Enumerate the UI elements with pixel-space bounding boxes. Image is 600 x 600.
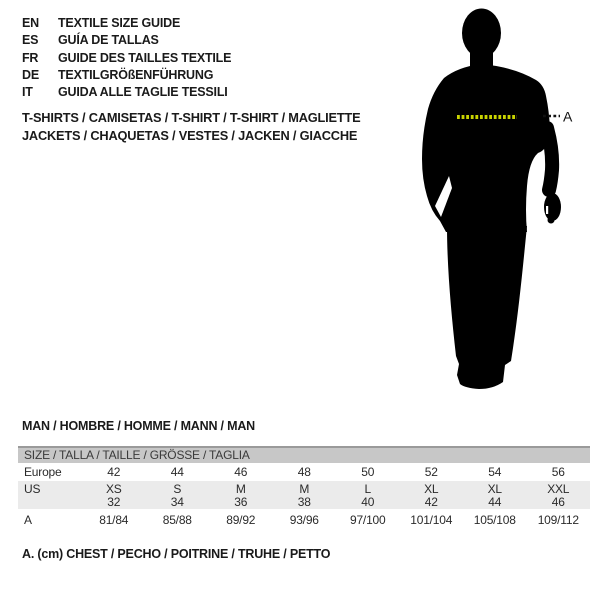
row-label (18, 495, 82, 509)
lang-label: GUIDA ALLE TAGLIE TESSILI (58, 85, 228, 100)
lang-label: TEXTILGRÖßENFÜHRUNG (58, 67, 214, 82)
table-row-chest-cm (18, 509, 590, 529)
size-table (18, 446, 590, 529)
size-cell: 56 (551, 465, 565, 479)
size-cell: 81/84 (99, 513, 129, 527)
lang-code: ES (22, 33, 39, 48)
size-cell: 48 (297, 465, 311, 479)
size-cell: 93/96 (289, 513, 319, 527)
size-cell: S (173, 482, 182, 496)
size-cell: 38 (297, 495, 311, 509)
size-cell: XL (424, 482, 439, 496)
table-row-us-numbers (18, 495, 590, 509)
size-cell: 105/108 (473, 513, 516, 527)
lang-code: FR (22, 50, 39, 65)
measure-footnote: A. (cm) CHEST / PECHO / POITRINE / TRUHE / PETTO (22, 547, 331, 561)
table-row-europe (18, 463, 590, 481)
category-line-tshirts: T-SHIRTS / CAMISETAS / T-SHIRT / T-SHIRT / MAGLIETTE (22, 110, 361, 125)
size-cell: M (299, 482, 310, 496)
size-cell: XL (487, 482, 502, 496)
row-label: A (24, 513, 32, 527)
size-cell: 54 (488, 465, 502, 479)
lang-label: TEXTILE SIZE GUIDE (58, 16, 181, 30)
section-title: MAN / HOMBRE / HOMME / MANN / MAN (22, 419, 255, 433)
category-line-jackets: JACKETS / CHAQUETAS / VESTES / JACKEN / GIACCHE (22, 127, 358, 143)
size-cell: 52 (424, 465, 438, 479)
lang-label: GUÍA DE TALLAS (58, 33, 159, 48)
lang-code: DE (22, 67, 39, 82)
size-cell: 42 (424, 495, 438, 509)
size-cell: XS (105, 482, 122, 496)
size-cell: 32 (107, 495, 121, 509)
table-row-us-letters (18, 481, 590, 495)
lang-label: GUIDE DES TAILLES TEXTILE (58, 50, 232, 65)
size-cell: 44 (170, 465, 184, 479)
measure-label-a: A (563, 108, 573, 125)
size-cell: 46 (551, 495, 565, 509)
size-cell: 36 (234, 495, 248, 509)
size-cell: 44 (488, 495, 502, 509)
size-cell: L (364, 482, 371, 496)
row-label: US (24, 482, 41, 496)
size-cell: 101/104 (410, 513, 453, 527)
size-cell: 50 (361, 465, 375, 479)
lang-code: IT (22, 85, 33, 100)
size-cell: 46 (234, 465, 248, 479)
size-cell: 89/92 (226, 513, 256, 527)
hand-detail (546, 206, 548, 214)
size-cell: 97/100 (349, 513, 386, 527)
size-cell: 42 (107, 465, 121, 479)
row-label: Europe (24, 465, 62, 479)
us-size-band (18, 481, 590, 509)
size-cell: M (235, 482, 246, 496)
size-cell: 85/88 (162, 513, 192, 527)
size-cell: 109/112 (537, 513, 579, 527)
size-cell: XXL (547, 482, 570, 496)
size-cell: 34 (170, 495, 184, 509)
size-cell: 40 (361, 495, 375, 509)
lang-code: EN (22, 16, 39, 30)
table-header: SIZE / TALLA / TAILLE / GRÖSSE / TAGLIA (18, 446, 590, 463)
